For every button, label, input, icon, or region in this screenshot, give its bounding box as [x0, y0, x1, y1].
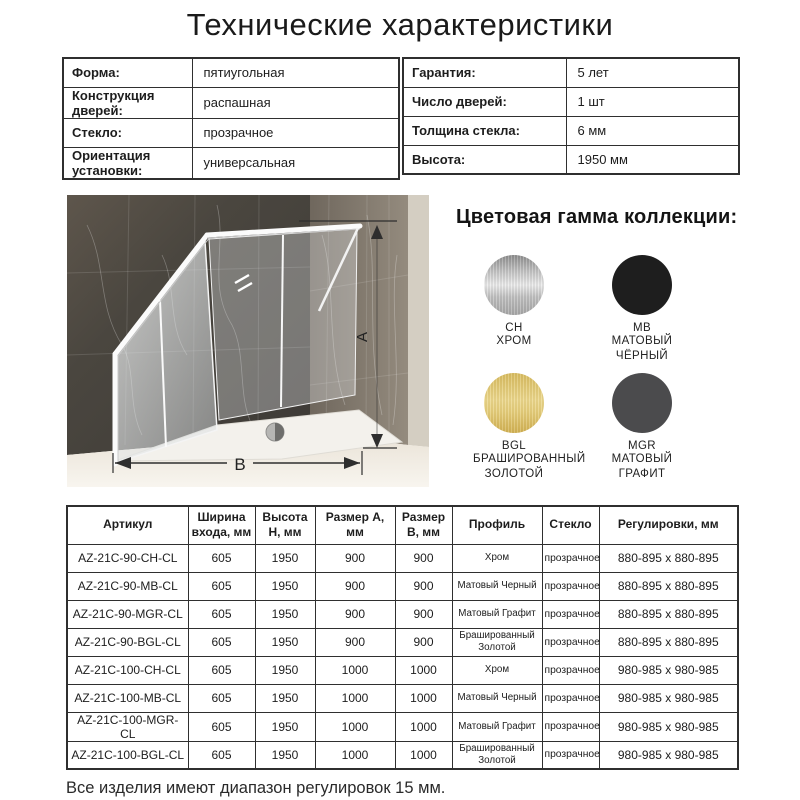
spec-row	[403, 145, 739, 174]
table-row	[67, 544, 738, 572]
col-header-glass: Стекло	[542, 506, 599, 544]
article-cell: AZ-21C-90-BGL-CL	[67, 628, 188, 656]
swatch-matte-black	[578, 255, 706, 363]
size-a-cell: 1000	[315, 656, 395, 684]
adjustment-cell: 980-985 x 980-985	[599, 712, 738, 741]
spec-label: Конструкция дверей:	[63, 87, 192, 118]
swatch-chrome	[450, 255, 578, 363]
spec-value: пятиугольная	[192, 58, 399, 87]
profile-cell: Брашированный Золотой	[452, 628, 542, 656]
product-table	[66, 505, 739, 770]
adjustment-cell: 980-985 x 980-985	[599, 684, 738, 712]
dimension-b-label: B	[234, 455, 246, 474]
spec-label: Высота:	[403, 145, 566, 174]
table-row	[67, 712, 738, 741]
matte-graphite-color-circle	[612, 373, 672, 433]
spec-label: Число дверей:	[403, 87, 566, 116]
swatch-name: МАТОВЫЙ ГРАФИТ	[611, 453, 673, 481]
glass-cell: прозрачное	[542, 741, 599, 769]
col-header-article: Артикул	[67, 506, 188, 544]
height-cell: 1950	[255, 656, 315, 684]
size-a-cell: 900	[315, 572, 395, 600]
size-a-cell: 900	[315, 544, 395, 572]
article-cell: AZ-21C-100-MB-CL	[67, 684, 188, 712]
swatch-matte-graphite	[578, 373, 706, 481]
swatch-code: BGL	[501, 440, 527, 453]
article-cell: AZ-21C-90-CH-CL	[67, 544, 188, 572]
article-cell: AZ-21C-100-BGL-CL	[67, 741, 188, 769]
height-cell: 1950	[255, 572, 315, 600]
spec-value: 5 лет	[566, 58, 739, 87]
glass-cell: прозрачное	[542, 656, 599, 684]
color-swatches	[450, 255, 710, 482]
spec-label: Ориентация установки:	[63, 147, 192, 179]
table-row	[67, 572, 738, 600]
wall-edge-strip	[408, 195, 429, 447]
size-b-cell: 900	[395, 544, 452, 572]
spec-value: 1 шт	[566, 87, 739, 116]
glass-cell: прозрачное	[542, 628, 599, 656]
adjustment-cell: 880-895 x 880-895	[599, 572, 738, 600]
swatch-name: МАТОВЫЙ ЧЁРНЫЙ	[611, 335, 673, 362]
entry-width-cell: 605	[188, 628, 255, 656]
table-header-row	[67, 506, 738, 544]
article-cell: AZ-21C-90-MGR-CL	[67, 600, 188, 628]
glass-cell: прозрачное	[542, 600, 599, 628]
entry-width-cell: 605	[188, 656, 255, 684]
table-row	[67, 741, 738, 769]
height-cell: 1950	[255, 628, 315, 656]
size-b-cell: 900	[395, 572, 452, 600]
spec-table-right	[402, 57, 740, 175]
table-row	[67, 628, 738, 656]
article-cell: AZ-21C-90-MB-CL	[67, 572, 188, 600]
profile-cell: Хром	[452, 656, 542, 684]
page-title: Технические характеристики	[186, 7, 614, 42]
height-cell: 1950	[255, 741, 315, 769]
matte-black-color-circle	[612, 255, 672, 315]
height-cell: 1950	[255, 600, 315, 628]
size-b-cell: 1000	[395, 741, 452, 769]
col-header-height: Высота H, мм	[255, 506, 315, 544]
adjustment-cell: 980-985 x 980-985	[599, 656, 738, 684]
swatch-name: ХРОМ	[496, 335, 532, 347]
spec-value: распашная	[192, 87, 399, 118]
col-header-adjustment: Регулировки, мм	[599, 506, 738, 544]
spec-label: Толщина стекла:	[403, 116, 566, 145]
spec-row	[63, 87, 399, 118]
product-photo	[67, 195, 429, 487]
spec-value: 6 мм	[566, 116, 739, 145]
adjustment-cell: 880-895 x 880-895	[599, 600, 738, 628]
size-b-cell: 900	[395, 600, 452, 628]
col-header-size-b: Размер B, мм	[395, 506, 452, 544]
shower-enclosure-render	[67, 195, 429, 487]
profile-cell: Матовый Графит	[452, 712, 542, 741]
adjustment-cell: 980-985 x 980-985	[599, 741, 738, 769]
table-row	[67, 656, 738, 684]
col-header-entry-width: Ширина входа, мм	[188, 506, 255, 544]
entry-width-cell: 605	[188, 712, 255, 741]
col-header-size-a: Размер A, мм	[315, 506, 395, 544]
size-a-cell: 1000	[315, 684, 395, 712]
entry-width-cell: 605	[188, 684, 255, 712]
entry-width-cell: 605	[188, 741, 255, 769]
spec-value: 1950 мм	[566, 145, 739, 174]
height-cell: 1950	[255, 684, 315, 712]
profile-cell: Матовый Черный	[452, 684, 542, 712]
profile-cell: Матовый Графит	[452, 600, 542, 628]
height-cell: 1950	[255, 544, 315, 572]
article-cell: AZ-21C-100-CH-CL	[67, 656, 188, 684]
spec-row	[63, 118, 399, 147]
size-a-cell: 900	[315, 600, 395, 628]
adjustment-cell: 880-895 x 880-895	[599, 628, 738, 656]
spec-label: Форма:	[63, 58, 192, 87]
colors-heading: Цветовая гамма коллекции:	[456, 206, 738, 228]
swatch-name: БРАШИРОВАННЫЙ ЗОЛОТОЙ	[473, 453, 586, 481]
table-row	[67, 600, 738, 628]
size-a-cell: 1000	[315, 741, 395, 769]
table-row	[67, 684, 738, 712]
glass-cell: прозрачное	[542, 684, 599, 712]
size-b-cell: 1000	[395, 656, 452, 684]
article-cell: AZ-21C-100-MGR-CL	[67, 712, 188, 741]
brushed-gold-color-circle	[484, 373, 544, 433]
spec-row	[403, 116, 739, 145]
spec-row	[403, 58, 739, 87]
glass-cell: прозрачное	[542, 572, 599, 600]
spec-row	[403, 87, 739, 116]
size-a-cell: 1000	[315, 712, 395, 741]
chrome-color-circle	[484, 255, 544, 315]
size-b-cell: 1000	[395, 684, 452, 712]
size-a-cell: 900	[315, 628, 395, 656]
spec-table-left	[62, 57, 400, 180]
footer-note: Все изделия имеют диапазон регулировок 15 мм.	[66, 779, 446, 797]
swatch-code: MGR	[627, 440, 657, 453]
col-header-profile: Профиль	[452, 506, 542, 544]
entry-width-cell: 605	[188, 572, 255, 600]
entry-width-cell: 605	[188, 600, 255, 628]
spec-value: универсальная	[192, 147, 399, 179]
swatch-code: CH	[505, 322, 523, 334]
dimension-a-label: A	[354, 331, 371, 343]
height-cell: 1950	[255, 712, 315, 741]
spec-value: прозрачное	[192, 118, 399, 147]
profile-cell: Матовый Черный	[452, 572, 542, 600]
adjustment-cell: 880-895 x 880-895	[599, 544, 738, 572]
spec-label: Гарантия:	[403, 58, 566, 87]
spec-label: Стекло:	[63, 118, 192, 147]
size-b-cell: 1000	[395, 712, 452, 741]
swatch-brushed-gold	[450, 373, 586, 481]
swatch-code: MB	[632, 322, 652, 334]
spec-row	[63, 58, 399, 87]
size-b-cell: 900	[395, 628, 452, 656]
profile-cell: Брашированный Золотой	[452, 741, 542, 769]
spec-row	[63, 147, 399, 179]
entry-width-cell: 605	[188, 544, 255, 572]
glass-cell: прозрачное	[542, 712, 599, 741]
profile-cell: Хром	[452, 544, 542, 572]
glass-cell: прозрачное	[542, 544, 599, 572]
